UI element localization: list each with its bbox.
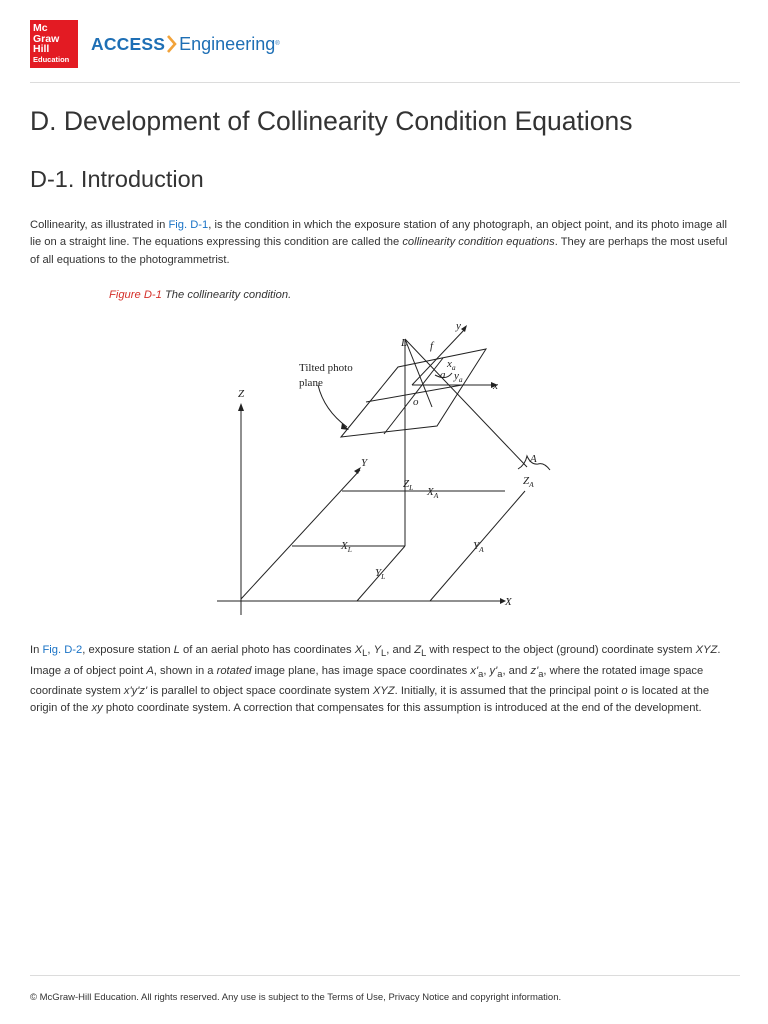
z-arrowhead — [238, 403, 244, 411]
logo-line-2: Graw — [33, 32, 60, 45]
zl-label: $Z_L$ — [403, 478, 414, 492]
section-heading: D-1. Introduction — [30, 166, 204, 192]
copyright-footer: © McGraw-Hill Education. All rights reserved. Any use is subject to the Terms of Use, Privacy Notice and copyright information. — [30, 992, 562, 1003]
yl-label: $Y_L$ — [375, 567, 386, 581]
xl-label: $X_L$ — [341, 540, 352, 554]
header-divider — [30, 82, 740, 83]
ya-label: $y_a$ — [454, 370, 463, 384]
object-point-label: A — [530, 453, 537, 465]
intro-term: collinearity condition equations — [402, 236, 555, 249]
figure-caption-text: The collinearity condition. — [161, 289, 292, 301]
chevron-icon — [166, 33, 178, 55]
plane-label: plane — [299, 377, 323, 389]
ya-ground-label: $Y_A$ — [473, 540, 484, 554]
registered-mark: ® — [275, 41, 280, 47]
photo-y-label: y — [456, 320, 461, 332]
image-point-label: a — [440, 369, 446, 381]
collinearity-ray — [405, 339, 527, 467]
mcgraw-hill-logo[interactable] — [30, 20, 78, 68]
principal-point-label: o — [413, 396, 419, 408]
leader-arrowhead — [341, 423, 349, 430]
xa-ground-label: $X_A$ — [427, 486, 439, 500]
z-axis-label: Z — [238, 388, 245, 400]
logo-line-1: Mc — [33, 22, 48, 34]
fig-d2-link[interactable]: Fig. D-2 — [42, 644, 83, 656]
body-paragraph-2: In Fig. D-2, exposure station L of an aerial photo has coordinates $X_L$, $Y_L$, and $Z_L$ with respect to the object (ground) coordinate system XYZ. Image a of object point A, shown in a rotated image plane, has image space coordinates $x'_a$, $y'_a$, and $z'_a$, where the rotated image space coordinate system x'y'z' is parallel to object space coordinate system XYZ. Initially, it is assumed that the principal point o is located at the origin of the xy photo coordinate system. A correction that compensates for this assumption is introduced at the end of the development. — [30, 644, 721, 715]
tilted-photo-label: Tilted photo — [299, 362, 353, 374]
za-label: $Z_A$ — [523, 475, 534, 489]
xa-label: $x_a$ — [447, 358, 456, 372]
focal-length-label: f — [430, 340, 434, 352]
photo-plane — [341, 349, 486, 437]
figure-caption — [109, 289, 291, 301]
photo-x-label: x — [493, 380, 498, 392]
intro-text-3: . They are perhaps the most useful of all equations to the photogrammetrist. — [30, 236, 728, 266]
page-title: D. Development of Collinearity Condition Equations — [30, 106, 633, 136]
logo-line-4: Education — [33, 54, 70, 64]
intro-text-2: , is the condition in which the exposure station of any photograph, an object point, and its photo image all lie on a straight line. The equations expressing this condition are called the — [30, 219, 727, 249]
intro-text-1: Collinearity, as illustrated in — [30, 219, 169, 231]
x-axis-label: X — [505, 596, 512, 608]
brand-access: ACCESS — [91, 33, 166, 54]
figure-arrowheads — [238, 325, 506, 604]
brand-engineering: Engineering — [179, 33, 276, 54]
label-leader — [318, 385, 347, 427]
logo-line-3: Hill — [33, 43, 50, 55]
figure-label[interactable]: Figure D-1 — [109, 289, 162, 301]
collinearity-figure — [200, 315, 560, 617]
footer-divider — [30, 975, 740, 976]
fig-d1-link[interactable]: Fig. D-1 — [168, 219, 209, 231]
site-header — [30, 20, 740, 82]
intro-paragraph — [30, 217, 736, 269]
y-axis-label: Y — [361, 457, 368, 469]
exposure-station-label: L — [401, 337, 408, 349]
focal-line — [405, 339, 432, 407]
photo-y-arrowhead — [461, 325, 467, 332]
access-engineering-logo[interactable] — [91, 31, 280, 57]
y-axis-line — [241, 470, 360, 599]
